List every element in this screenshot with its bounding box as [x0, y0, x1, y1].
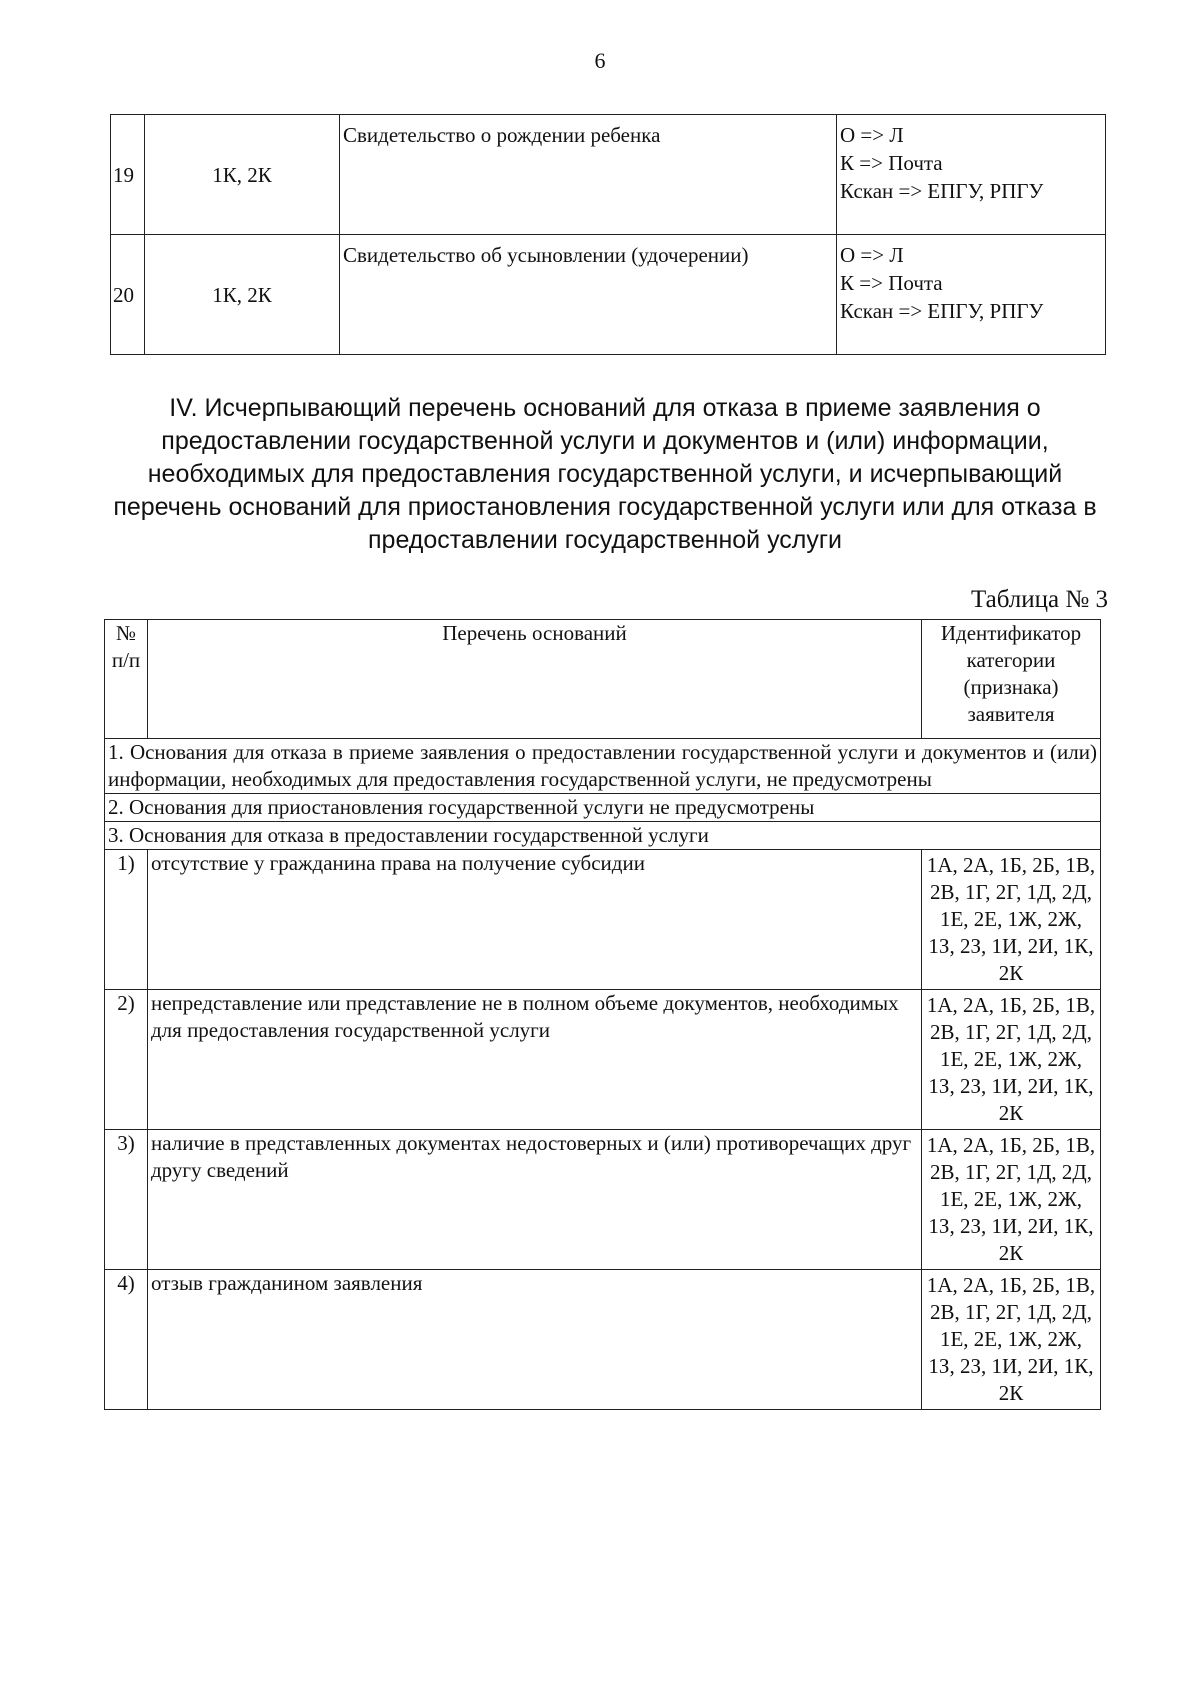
- applicant-ids: 1К, 2К: [145, 115, 340, 235]
- table-row: [105, 1270, 1101, 1410]
- header-number: № п/п: [105, 620, 148, 739]
- document-name: Свидетельство о рождении ребенка: [340, 115, 837, 235]
- table-row: [105, 1130, 1101, 1270]
- submission-way: К => Почта: [840, 271, 943, 295]
- table-row: [105, 990, 1101, 1130]
- group-3-text: 3. Основания для отказа в предоставлении государственной услуги: [105, 822, 1101, 850]
- row-number: 20: [111, 235, 145, 355]
- item-applicant-ids: 1А, 2А, 1Б, 2Б, 1В, 2В, 1Г, 2Г, 1Д, 2Д, 1Е, 2Е, 1Ж, 2Ж, 1З, 2З, 1И, 2И, 1К, 2К: [922, 990, 1101, 1130]
- item-applicant-ids: 1А, 2А, 1Б, 2Б, 1В, 2В, 1Г, 2Г, 1Д, 2Д, 1Е, 2Е, 1Ж, 2Ж, 1З, 2З, 1И, 2И, 1К, 2К: [922, 850, 1101, 990]
- document-name: Свидетельство об усыновлении (удочерении): [340, 235, 837, 355]
- page-number: 6: [594, 48, 606, 73]
- submission-ways: [837, 235, 1106, 355]
- table-label: Таблица № 3: [970, 586, 1108, 613]
- row-number: 19: [111, 115, 145, 235]
- table-header-row: [105, 620, 1101, 739]
- item-applicant-ids: 1А, 2А, 1Б, 2Б, 1В, 2В, 1Г, 2Г, 1Д, 2Д, 1Е, 2Е, 1Ж, 2Ж, 1З, 2З, 1И, 2И, 1К, 2К: [922, 1130, 1101, 1270]
- table-row: [111, 115, 1106, 235]
- documents-table: [110, 114, 1106, 355]
- item-text: отзыв гражданином заявления: [148, 1270, 922, 1410]
- item-number: 3): [105, 1130, 148, 1270]
- submission-way: Кскан => ЕПГУ, РПГУ: [840, 179, 1044, 203]
- submission-way: О => Л: [840, 123, 904, 147]
- item-number: 1): [105, 850, 148, 990]
- item-number: 2): [105, 990, 148, 1130]
- header-applicant-id: Идентификатор категории (признака) заявителя: [922, 620, 1101, 739]
- item-applicant-ids: 1А, 2А, 1Б, 2Б, 1В, 2В, 1Г, 2Г, 1Д, 2Д, 1Е, 2Е, 1Ж, 2Ж, 1З, 2З, 1И, 2И, 1К, 2К: [922, 1270, 1101, 1410]
- submission-way: Кскан => ЕПГУ, РПГУ: [840, 299, 1044, 323]
- group-2-text: 2. Основания для приостановления государственной услуги не предусмотрены: [105, 794, 1101, 822]
- group-row: [105, 739, 1101, 794]
- submission-ways: [837, 115, 1106, 235]
- item-number: 4): [105, 1270, 148, 1410]
- applicant-ids: 1К, 2К: [145, 235, 340, 355]
- item-text: непредставление или представление не в полном объеме документов, необходимых для предоставления государственной услуги: [148, 990, 922, 1130]
- section-heading: IV. Исчерпывающий перечень оснований для отказа в приеме заявления о предоставлении государственной услуги и документов и (или) информации, необходимых для предоставления государственной услуги, и исчерпывающий перечень оснований для приостановления государственной услуги или для отказа в предоставлении государственной услуги: [113, 394, 1097, 554]
- group-row: [105, 822, 1101, 850]
- submission-way: О => Л: [840, 243, 904, 267]
- item-text: наличие в представленных документах недостоверных и (или) противоречащих друг другу сведений: [148, 1130, 922, 1270]
- table-row: [111, 235, 1106, 355]
- header-grounds: Перечень оснований: [148, 620, 922, 739]
- group-1-text: 1. Основания для отказа в приеме заявления о предоставлении государственной услуги и документов и (или) информации, необходимых для предоставления государственной услуги, не предусмотрены: [105, 739, 1101, 794]
- item-text: отсутствие у гражданина права на получение субсидии: [148, 850, 922, 990]
- refusal-grounds-table: [104, 619, 1101, 1410]
- submission-way: К => Почта: [840, 151, 943, 175]
- table-row: [105, 850, 1101, 990]
- group-row: [105, 794, 1101, 822]
